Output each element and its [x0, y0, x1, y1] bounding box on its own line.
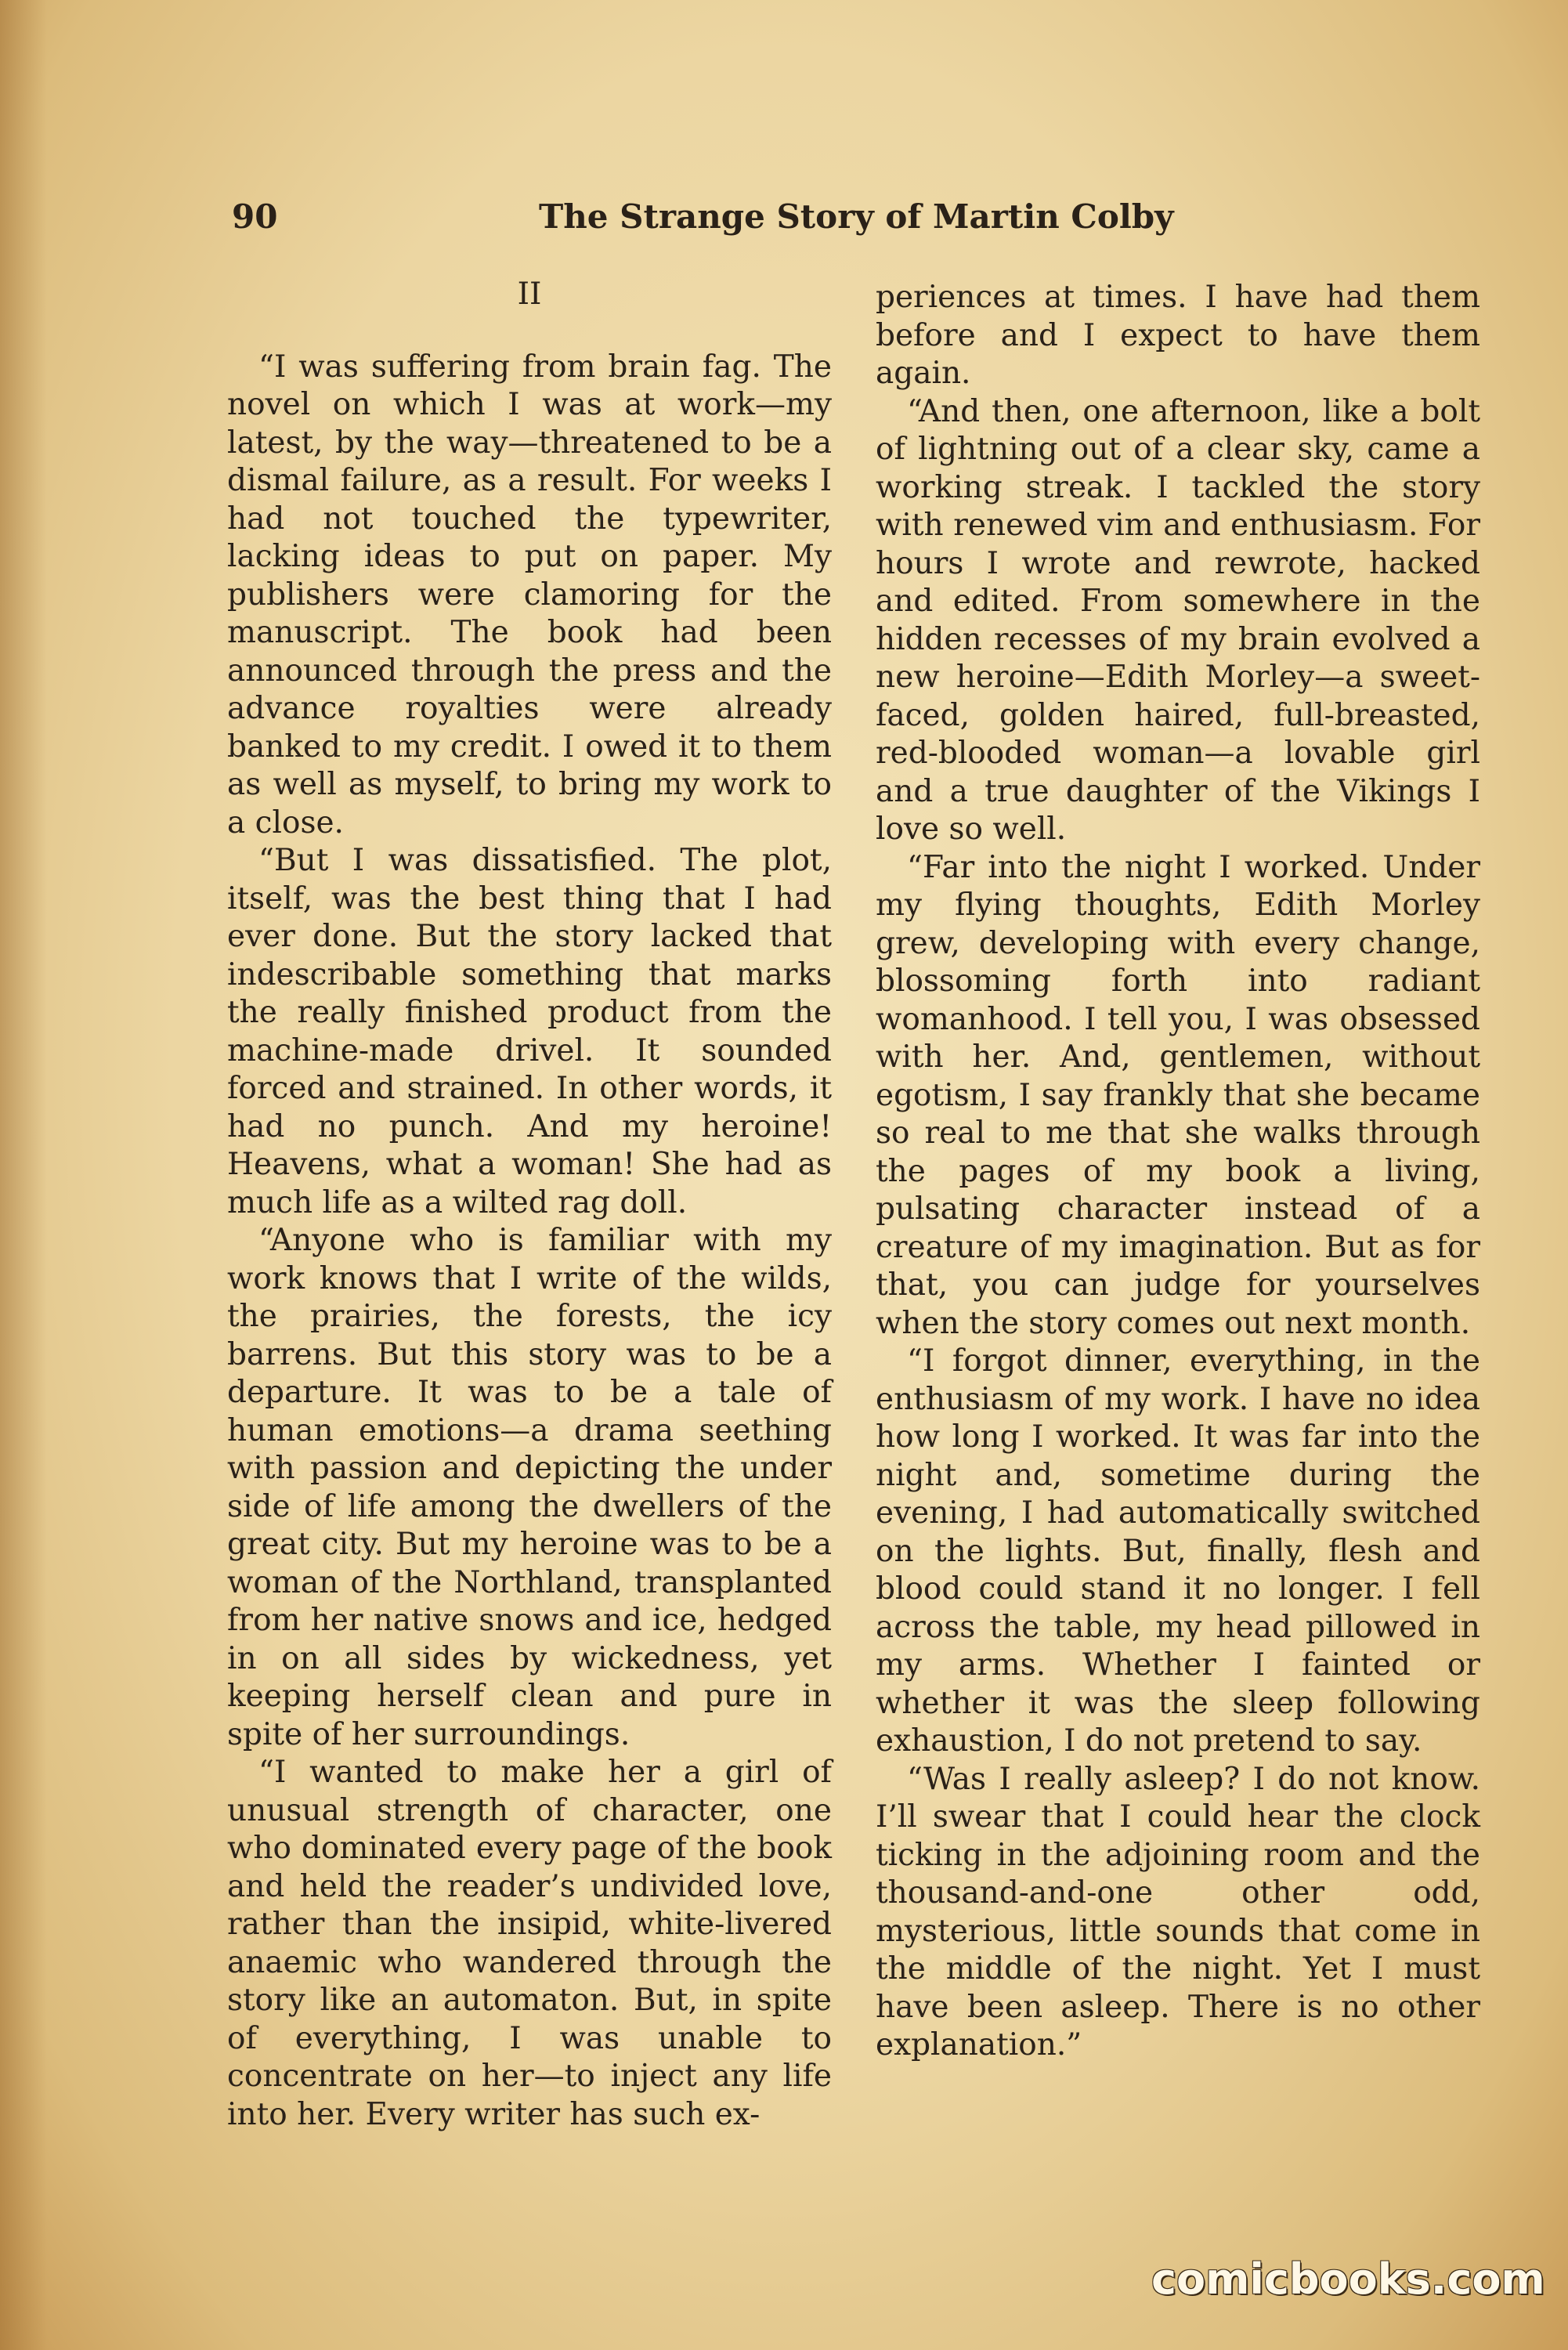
watermark-logo: comicbooks.com [1151, 2254, 1545, 2304]
paragraph: “Anyone who is familiar with my work knows that I write of the wilds, the prairies, the forests, the icy barrens. But this story was to be a departure. It was to be a tale of human emotions—a drama seething with passion and depicting the under side of life among the dwellers of the great city. But my heroine was to be a woman of the Northland, transplanted from her native snows and ice, hedged in on all sides by wickedness, yet keeping herself clean and pure in spite of her surroundings. [227, 1223, 832, 1752]
section-number: II [517, 277, 542, 312]
paragraph: “I wanted to make her a girl of unusual strength of character, one who dominated every page of the book and held the reader’s undivided love, rather than the insipid, white-livered anaemic who wandered through the story like an automaton. But, in spite of everything, I was unable to concentrate on her—to inject any life into her. Every writer has such ex- [227, 1755, 832, 2132]
paragraph: “But I was dissatisfied. The plot, itself, was the best thing that I had ever done. But the story lacked that indescribable something that marks the really finished product from the machine-made drivel. It sounded forced and strained. In other words, it had no punch. And my heroine! Heavens, what a woman! She had as much life as a wilted rag doll. [227, 843, 832, 1220]
page-number: 90 [232, 197, 278, 236]
page-edge-shading [0, 0, 47, 2350]
left-column [227, 276, 832, 2134]
paragraph: “Was I really asleep? I do not know. I’ll swear that I could hear the clock ticking in the adjoining room and the thousand-and-one other odd, mysterious, little sounds that come in the middle of the night. Yet I must have been asleep. There is no other explanation.” [876, 1761, 1480, 2063]
running-title: The Strange Story of Martin Colby [539, 197, 1174, 236]
paragraph: “And then, one afternoon, like a bolt of lightning out of a clear sky, came a working streak. I tackled the story with renewed vim and enthusiasm. For hours I wrote and rewrote, hacked and edited. From somewhere in the hidden recesses of my brain evolved a new heroine—Edith Morley—a sweet-faced, golden haired, full-breasted, red-blooded woman—a lovable girl and a true daughter of the Vikings I love so well. [876, 393, 1480, 847]
paragraph-continued: periences at times. I have had them before and I expect to have them again. [876, 280, 1480, 391]
paragraph: “Far into the night I worked. Under my flying thoughts, Edith Morley grew, developing with every change, blossoming forth into radiant womanhood. I tell you, I was obsessed with her. And, gentlemen, without egotism, I say frankly that she became so real to me that she walks through the pages of my book a living, pulsating character instead of a creature of my imagination. But as for that, you can judge for yourselves when the story comes out next month. [876, 849, 1480, 1341]
paragraph: “I forgot dinner, everything, in the enthusiasm of my work. I have no idea how long I worked. It was far into the night and, sometime during the evening, I had automatically switched on the lights. But, finally, flesh and blood could stand it no longer. I fell across the table, my head pillowed in my arms. Whether I fainted or whether it was the sleep following exhaustion, I do not pretend to say. [876, 1343, 1480, 1759]
paragraph: “I was suffering from brain fag. The novel on which I was at work—my latest, by the way—threatened to be a dismal failure, as a result. For weeks I had not touched the typewriter, lacking ideas to put on paper. My publishers were clamoring for the manuscript. The book had been announced through the press and the advance royalties were already banked to my credit. I owed it to them as well as myself, to bring my work to a close. [227, 349, 832, 841]
right-column [876, 279, 1480, 2065]
page-header [232, 197, 1172, 244]
